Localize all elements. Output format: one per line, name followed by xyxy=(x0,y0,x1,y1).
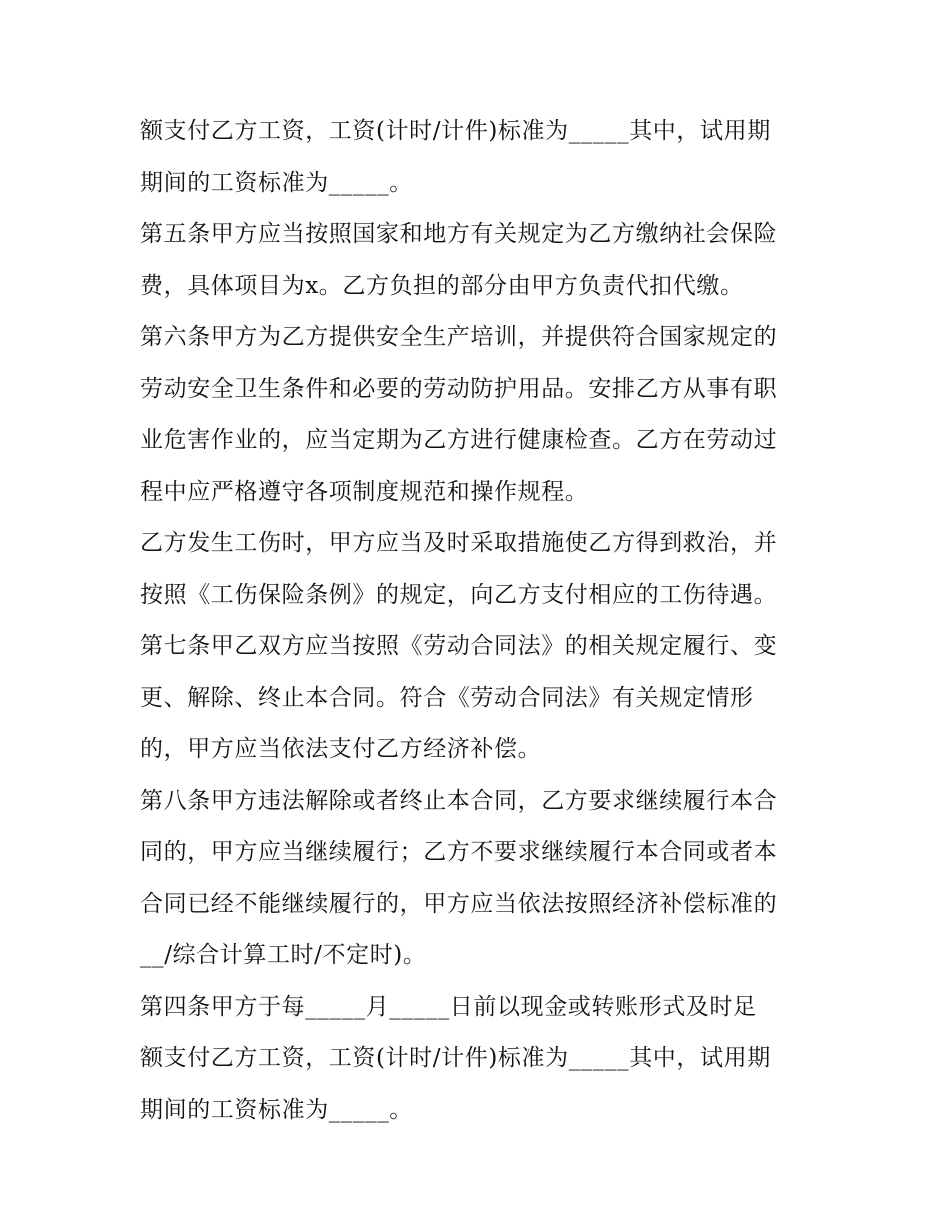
text-line: 费，具体项目为x。乙方负担的部分由甲方负责代扣代缴。 xyxy=(140,272,744,299)
text-line: 合同已经不能继续履行的，甲方应当依法按照经济补偿标准的 xyxy=(140,890,778,917)
text-line: 第八条甲方违法解除或者终止本合同，乙方要求继续履行本合 xyxy=(140,787,778,814)
text-line: 第七条甲乙双方应当按照《劳动合同法》的相关规定履行、变 xyxy=(140,633,778,659)
text-line: 程中应严格遵守各项制度规范和操作规程。 xyxy=(140,478,589,505)
text-line: 期间的工资标准为_____。 xyxy=(140,1096,413,1123)
text-line: 同的，甲方应当继续履行；乙方不要求继续履行本合同或者本 xyxy=(140,839,778,865)
text-line: __/综合计算工时/不定时)。 xyxy=(140,942,427,968)
text-line: 额支付乙方工资，工资(计时/计件)标准为_____其中，试用期 xyxy=(140,1045,771,1071)
document-body xyxy=(140,106,820,1136)
text-line: 劳动安全卫生条件和必要的劳动防护用品。安排乙方从事有职 xyxy=(140,375,778,402)
text-line: 的，甲方应当依法支付乙方经济补偿。 xyxy=(140,736,542,762)
text-line: 按照《工伤保险条例》的规定，向乙方支付相应的工伤待遇。 xyxy=(140,581,778,608)
text-line: 第四条甲方于每_____月_____日前以现金或转账形式及时足 xyxy=(140,993,757,1020)
text-line: 第六条甲方为乙方提供安全生产培训，并提供符合国家规定的 xyxy=(140,324,778,350)
text-line: 业危害作业的，应当定期为乙方进行健康检查。乙方在劳动过 xyxy=(140,427,778,453)
text-line: 额支付乙方工资，工资(计时/计件)标准为_____其中，试用期 xyxy=(140,118,771,144)
text-line: 更、解除、终止本合同。符合《劳动合同法》有关规定情形 xyxy=(140,684,754,711)
text-line: 第五条甲方应当按照国家和地方有关规定为乙方缴纳社会保险 xyxy=(140,221,778,247)
text-line: 乙方发生工伤时，甲方应当及时采取措施使乙方得到救治，并 xyxy=(140,530,778,556)
text-line: 期间的工资标准为_____。 xyxy=(140,169,413,196)
